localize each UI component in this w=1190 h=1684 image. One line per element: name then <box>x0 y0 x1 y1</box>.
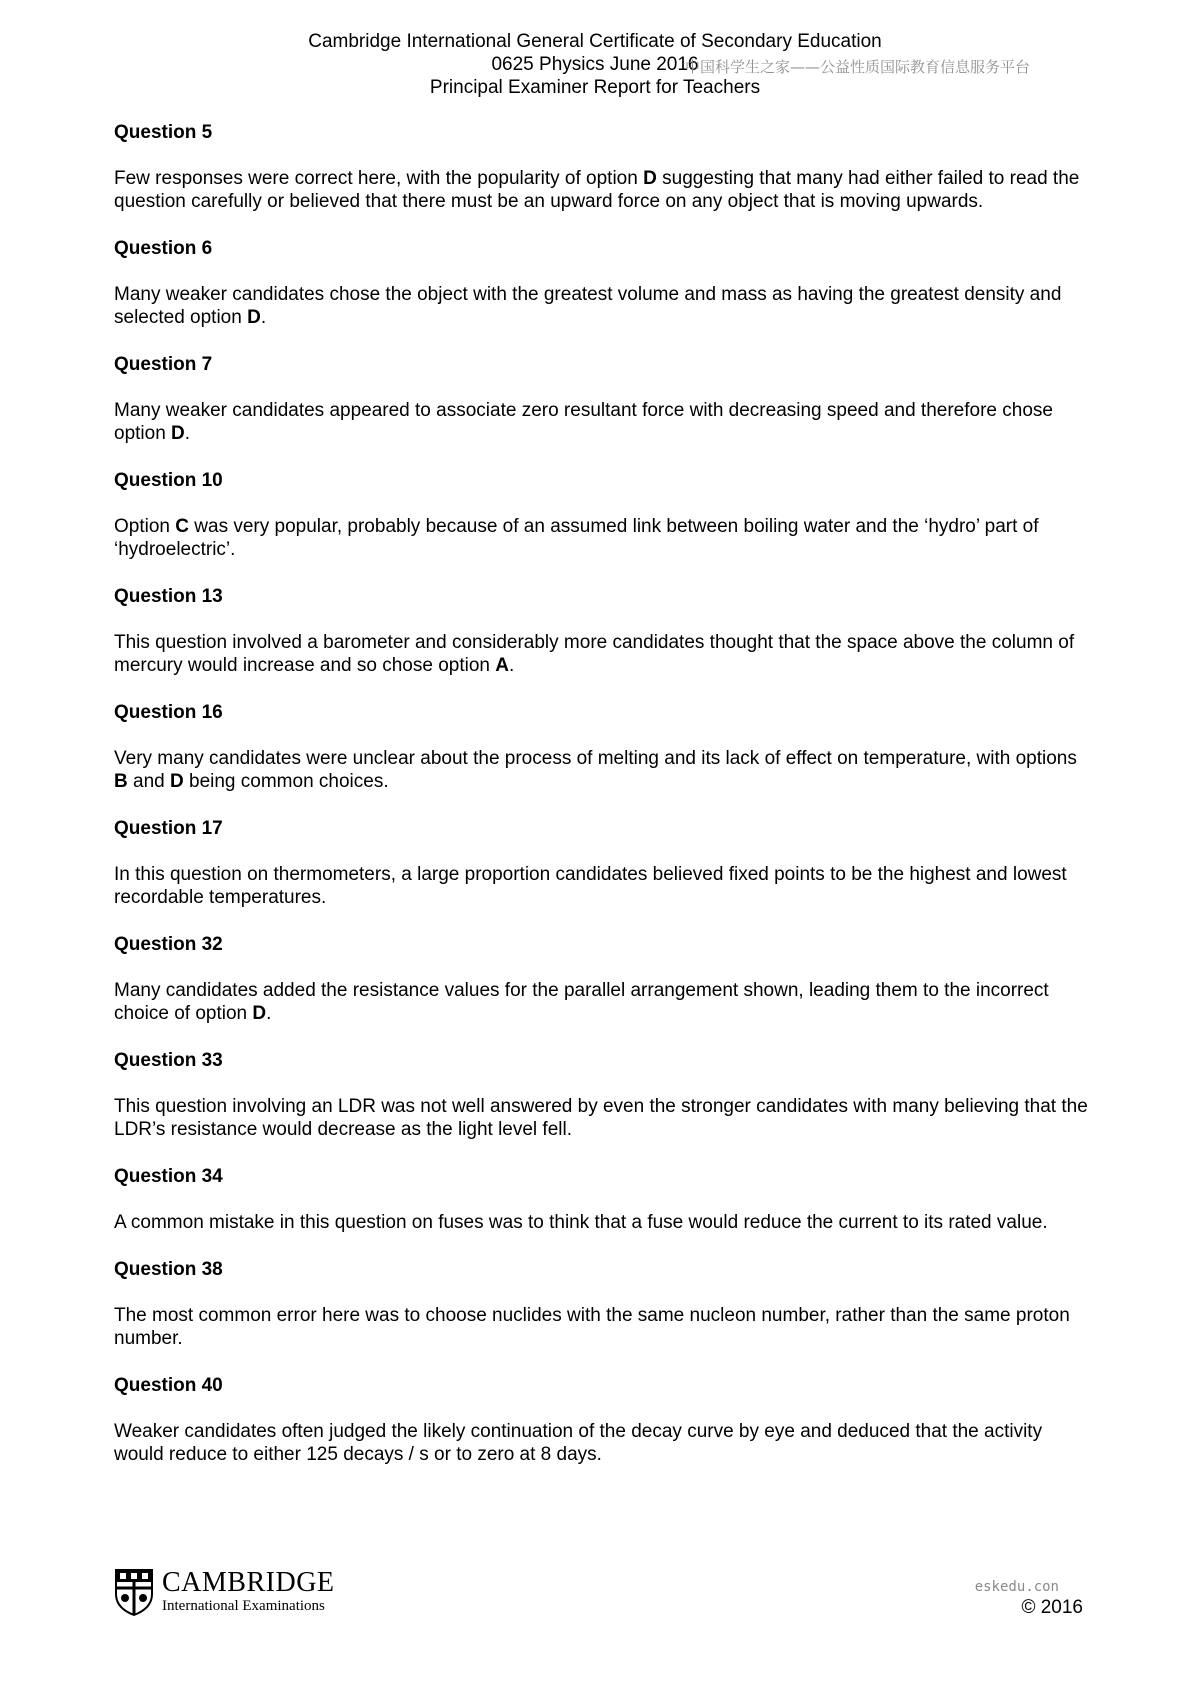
answer-option-letter: D <box>247 307 261 328</box>
question-comment <box>114 399 1094 445</box>
question-title: Question 6 <box>114 238 213 259</box>
question-comment <box>114 1095 1094 1141</box>
answer-option-letter: A <box>495 655 509 676</box>
cambridge-logo <box>114 1568 335 1616</box>
question-title: Question 40 <box>114 1375 223 1396</box>
question-title: Question 13 <box>114 586 223 607</box>
question-comment <box>114 979 1094 1025</box>
comment-text: Option <box>114 516 176 537</box>
comment-text: Many candidates added the resistance values for the parallel arrangement shown, leading them to the incorrect choice of option <box>114 980 1049 1024</box>
question-title: Question 34 <box>114 1166 223 1187</box>
comment-text: This question involving an LDR was not well answered by even the stronger candidates with many believing that the LDR’s resistance would decrease as the light level fell. <box>114 1096 1088 1140</box>
answer-option-letter: D <box>252 1003 267 1024</box>
answer-option-letter: D <box>643 168 657 189</box>
question-title: Question 10 <box>114 470 223 491</box>
comment-text: . <box>184 423 191 444</box>
question-title: Question 7 <box>114 354 213 375</box>
comment-text: suggesting that many had either failed to read the question carefully or believed that there must be an upward force on any object that is moving upwards. <box>114 168 1080 212</box>
question-title: Question 32 <box>114 934 223 955</box>
copyright-notice: © 2016 <box>1021 1597 1083 1618</box>
answer-option-letter: C <box>175 516 189 537</box>
question-comment <box>114 1304 1094 1350</box>
comment-text: . <box>260 307 267 328</box>
comment-text: and <box>127 771 170 792</box>
cambridge-shield-icon <box>114 1568 154 1616</box>
question-comment <box>114 283 1094 329</box>
header-line-qualification: Cambridge International General Certificate of Secondary Education <box>308 31 882 52</box>
comment-text: Many weaker candidates chose the object with the greatest volume and mass as having the greatest density and selected option <box>114 284 1062 328</box>
question-comment <box>114 863 1094 909</box>
question-comment <box>114 631 1094 677</box>
comment-text: . <box>266 1003 272 1024</box>
question-title: Question 33 <box>114 1050 223 1071</box>
question-comment <box>114 515 1094 561</box>
logo-subtitle: International Examinations <box>162 1598 325 1614</box>
comment-text: In this question on thermometers, a large proportion candidates believed fixed points to be the highest and lowest recordable temperatures. <box>114 864 1067 908</box>
question-title: Question 38 <box>114 1259 223 1280</box>
answer-option-letter: D <box>170 771 184 792</box>
logo-wordmark: CAMBRIDGE <box>162 1567 335 1598</box>
comment-text: Weaker candidates often judged the likely continuation of the decay curve by eye and deduced that the activity would reduce to either 125 decays / s or to zero at 8 days. <box>114 1421 1043 1465</box>
question-comment <box>114 1211 1094 1234</box>
site-watermark: eskedu.con <box>974 1579 1059 1595</box>
answer-option-letter: B <box>114 771 128 792</box>
question-title: Question 5 <box>114 122 213 143</box>
comment-text: . <box>509 655 515 676</box>
comment-text: A common mistake in this question on fuses was to think that a fuse would reduce the current to its rated value. <box>114 1212 1048 1233</box>
comment-text: The most common error here was to choose nuclides with the same nucleon number, rather than the same proton number. <box>114 1305 1070 1349</box>
header-line-report: Principal Examiner Report for Teachers <box>429 77 761 98</box>
question-title: Question 17 <box>114 818 223 839</box>
report-content <box>114 121 1094 1490</box>
question-comment <box>114 167 1094 213</box>
comment-text: Many weaker candidates appeared to associate zero resultant force with decreasing speed and therefore chose option <box>114 400 1053 444</box>
comment-text: being common choices. <box>183 771 389 792</box>
page-footer <box>975 1578 1083 1620</box>
comment-text: This question involved a barometer and considerably more candidates thought that the space above the column of mercury would increase and so chose option <box>114 632 1075 676</box>
answer-option-letter: D <box>171 423 185 444</box>
comment-text: was very popular, probably because of an assumed link between boiling water and the ‘hydro’ part of ‘hydroelectric’. <box>114 516 1039 560</box>
comment-text: Few responses were correct here, with the popularity of option <box>114 168 644 189</box>
watermark-text: 中国科学生之家——公益性质国际教育信息服务平台 <box>685 58 1031 76</box>
question-comment <box>114 747 1094 793</box>
question-comment <box>114 1420 1094 1466</box>
header-line-syllabus: 0625 Physics June 2016 <box>491 54 699 75</box>
comment-text: Very many candidates were unclear about the process of melting and its lack of effect on temperature, with options <box>114 748 1077 769</box>
question-title: Question 16 <box>114 702 223 723</box>
